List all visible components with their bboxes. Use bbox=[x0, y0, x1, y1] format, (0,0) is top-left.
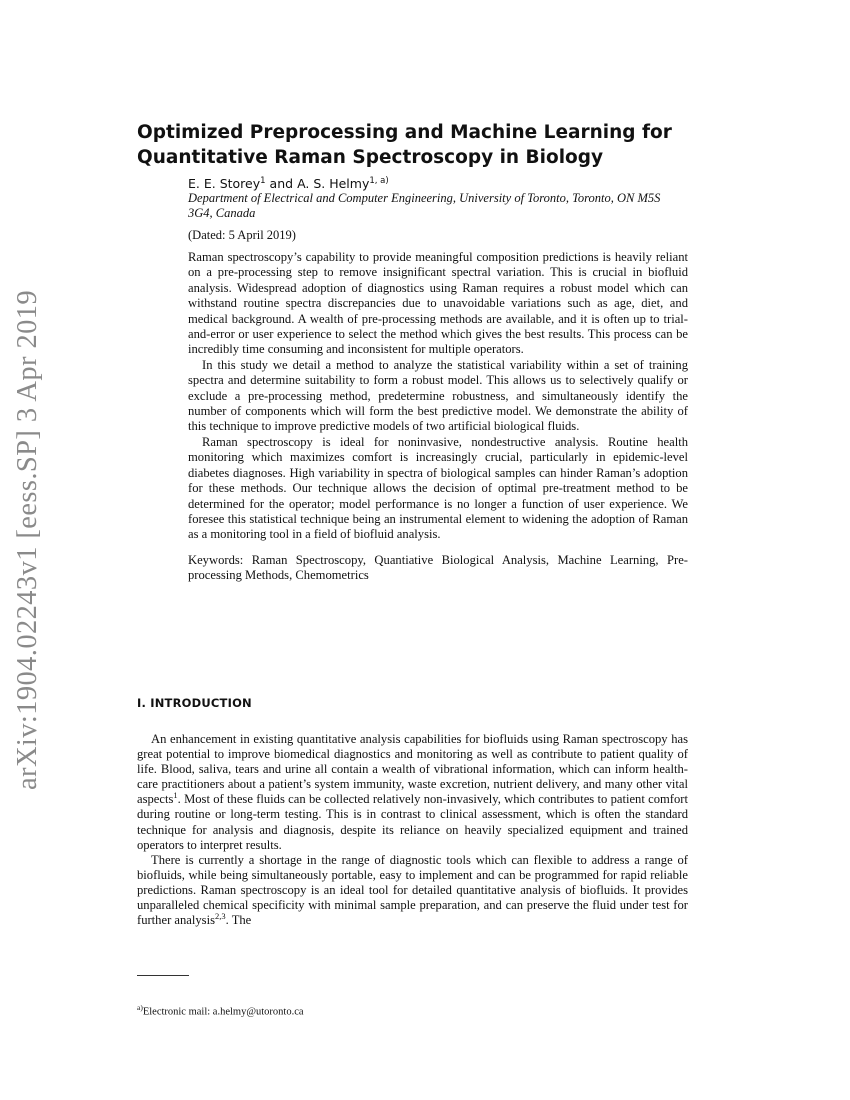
citation-ref[interactable]: 1 bbox=[173, 790, 178, 801]
body-paragraph bbox=[137, 853, 688, 928]
body-text-span: An enhancement in existing quantitative analysis capabilities for biofluids using Raman spectroscopy has great potential to improve biomedical diagnostics and monitoring as well as contribute to patient quality of life. Blood, saliva, tears and urine all contain a wealth of vibrational information, which can inform health-care practitioners about a patient’s system immunity, waste excretion, nutrient delivery, and many other vital aspects bbox=[137, 732, 688, 807]
affiliation-mark: 1 bbox=[260, 176, 266, 186]
author-conjunction: and bbox=[269, 176, 294, 192]
citation-ref[interactable]: 2,3 bbox=[215, 910, 226, 921]
footnote-text: Electronic mail: a.helmy@utoronto.ca bbox=[142, 1006, 304, 1018]
affiliation: Department of Electrical and Computer Engineering, University of Toronto, Toronto, ON M5S 3G4, Canada bbox=[188, 191, 661, 220]
abstract-paragraph: Raman spectroscopy’s capability to provide meaningful composition predictions is heavily reliant on a pre-processing step to remove insignificant spectral variation. This is crucial in biofluid analysis. Widespread adoption of diagnostics using Raman requires a robust model which can withstand routine spectra discrepancies due to unavoidable variations such as age, diet, and medical background. A wealth of pre-processing methods are available, and it is often up to trial-and-error or user experience to select the method which gives the best results. This process can be incredibly time consuming and inconsistent for multiple operators. bbox=[188, 250, 688, 357]
keywords: Keywords: Raman Spectroscopy, Quantiative Biological Analysis, Machine Learning, Pre-processing Methods, Chemometrics bbox=[188, 552, 688, 583]
arxiv-identifier: arXiv:1904.02243v1 [eess.SP] 3 Apr 2019 bbox=[12, 289, 43, 790]
paper-title: Optimized Preprocessing and Machine Learning for Quantitative Raman Spectroscopy in Biology bbox=[137, 122, 672, 168]
body-text-span: There is currently a shortage in the range of diagnostic tools which can flexible to address a range of biofluids, while being simultaneously portable, easy to implement and can be programmed for rapid reliable predictions. Raman spectroscopy is an ideal tool for detailed quantitative analysis of biofluids. It provides unparalleled chemical specificity with minimal sample preparation, and can preserve the fluid under test for further analysis bbox=[137, 852, 688, 928]
body-text-span: . Most of these fluids can be collected relatively non-invasively, which contributes to patient comfort during routine or long-term testing. This is in contrast to clinical assessment, which is often the standard technique for analysis and diagnosis, despite its reliance on heavily specialized equipment and trained operators to interpret results. bbox=[137, 792, 688, 852]
introduction-body bbox=[137, 732, 688, 928]
body-paragraph bbox=[137, 732, 688, 853]
arxiv-side-stamp bbox=[12, 289, 43, 790]
author-list bbox=[188, 176, 389, 191]
date-line: (Dated: 5 April 2019) bbox=[188, 228, 296, 242]
body-text-span: . The bbox=[225, 913, 252, 928]
abstract bbox=[188, 250, 688, 584]
footnote-mark: a) bbox=[137, 1003, 143, 1012]
author-name: E. E. Storey bbox=[188, 176, 261, 192]
footnote-divider bbox=[137, 975, 189, 976]
author-name: A. S. Helmy bbox=[297, 176, 370, 192]
section-heading: I. INTRODUCTION bbox=[137, 696, 252, 710]
abstract-paragraph: In this study we detail a method to analyze the statistical variability within a set of training spectra and determine suitability to form a robust model. This allows us to selectively qualify or exclude a pre-processing method, predetermine robustness, and simultaneously identify the number of components which will form the best predictive model. We demonstrate the ability of this technique to improve predictive models of two artificial biological fluids. bbox=[188, 357, 688, 434]
affiliation-mark: 1, a) bbox=[369, 176, 389, 186]
abstract-paragraph: Raman spectroscopy is ideal for noninvasive, nondestructive analysis. Routine health monitoring which maximizes comfort is increasingly crucial, particularly in epidemic-level diabetes diagnoses. High variability in spectra of biological samples can hinder Raman’s adoption for these methods. Our technique allows the decision of optimal pre-treatment method to be determined for the operator; model performance is no longer a function of user experience. We foresee this statistical technique being an instrumental element to widening the adoption of Raman as a monitoring tool in a field of biofluid analysis. bbox=[188, 434, 688, 542]
footnote bbox=[137, 1003, 304, 1018]
